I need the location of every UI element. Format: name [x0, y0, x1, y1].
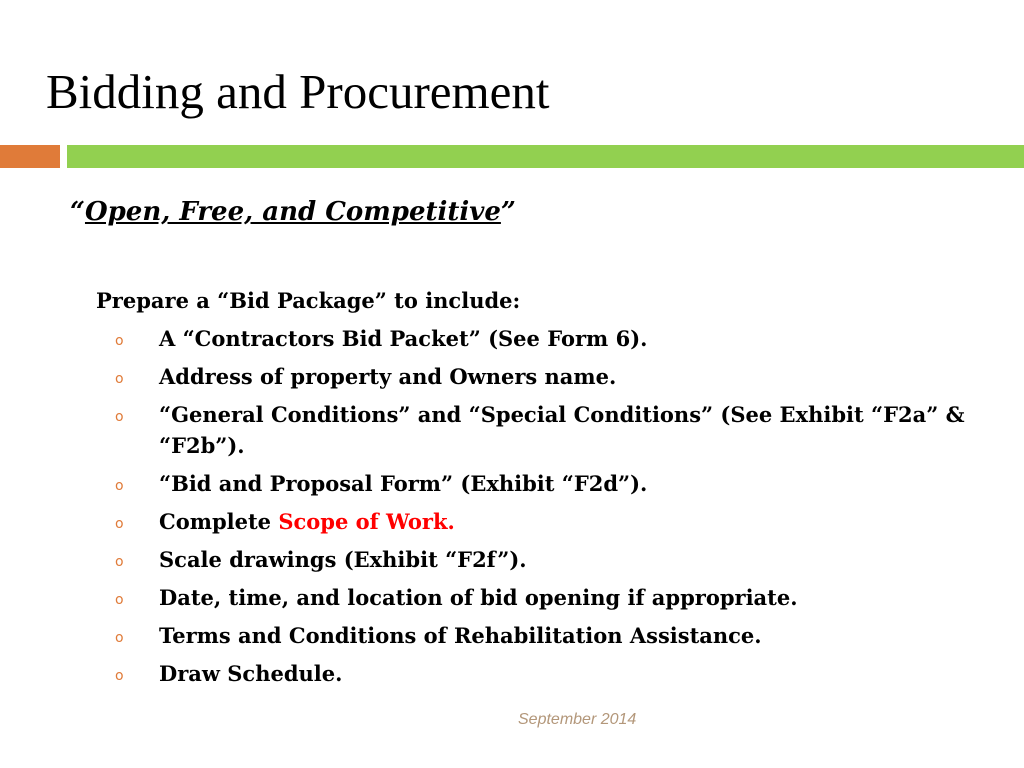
- bid-package-intro: Prepare a “Bid Package” to include:: [96, 288, 521, 313]
- list-item-text: Terms and Conditions of Rehabilitation Assistance.: [159, 623, 762, 648]
- list-item: [115, 506, 975, 537]
- list-item-text: Scale drawings (Exhibit “F2f”).: [159, 547, 527, 572]
- bullet-marker-icon: o: [115, 630, 124, 646]
- scope-of-work-highlight: Scope of Work.: [278, 509, 455, 534]
- subtitle-text: Open, Free, and Competitive: [84, 197, 501, 227]
- list-item-text: Draw Schedule.: [159, 661, 343, 686]
- footer-date: September 2014: [518, 711, 637, 728]
- list-item-text: “Bid and Proposal Form” (Exhibit “F2d”).: [159, 471, 648, 496]
- list-item: [115, 544, 975, 575]
- accent-bar-orange: [0, 145, 60, 168]
- bullet-marker-icon: o: [115, 592, 124, 608]
- list-item-text: “General Conditions” and “Special Conditions” (See Exhibit “F2a” & “F2b”).: [159, 402, 965, 458]
- bullet-marker-icon: o: [115, 333, 124, 349]
- bullet-marker-icon: o: [115, 668, 124, 684]
- subtitle-close-quote: ”: [500, 197, 516, 227]
- list-item: [115, 658, 975, 689]
- list-item-text: Date, time, and location of bid opening if appropriate.: [159, 585, 798, 610]
- list-item: [115, 399, 975, 461]
- list-item-text: A “Contractors Bid Packet” (See Form 6).: [159, 326, 648, 351]
- list-item: [115, 620, 975, 651]
- bullet-marker-icon: o: [115, 371, 124, 387]
- list-item: [115, 361, 975, 392]
- bullet-marker-icon: o: [115, 554, 124, 570]
- bullet-marker-icon: o: [115, 409, 124, 425]
- list-item: [115, 468, 975, 499]
- list-item: [115, 323, 975, 354]
- slide-subtitle: [70, 192, 516, 232]
- list-item: [115, 582, 975, 613]
- bullet-marker-icon: o: [115, 516, 124, 532]
- slide-title: Bidding and Procurement: [46, 64, 550, 119]
- bullet-marker-icon: o: [115, 478, 124, 494]
- list-item-text: Complete: [159, 509, 279, 534]
- list-item-text: Address of property and Owners name.: [159, 364, 617, 389]
- bid-package-list: [115, 323, 975, 696]
- subtitle-open-quote: “: [70, 197, 85, 227]
- accent-bar-green: [67, 145, 1024, 168]
